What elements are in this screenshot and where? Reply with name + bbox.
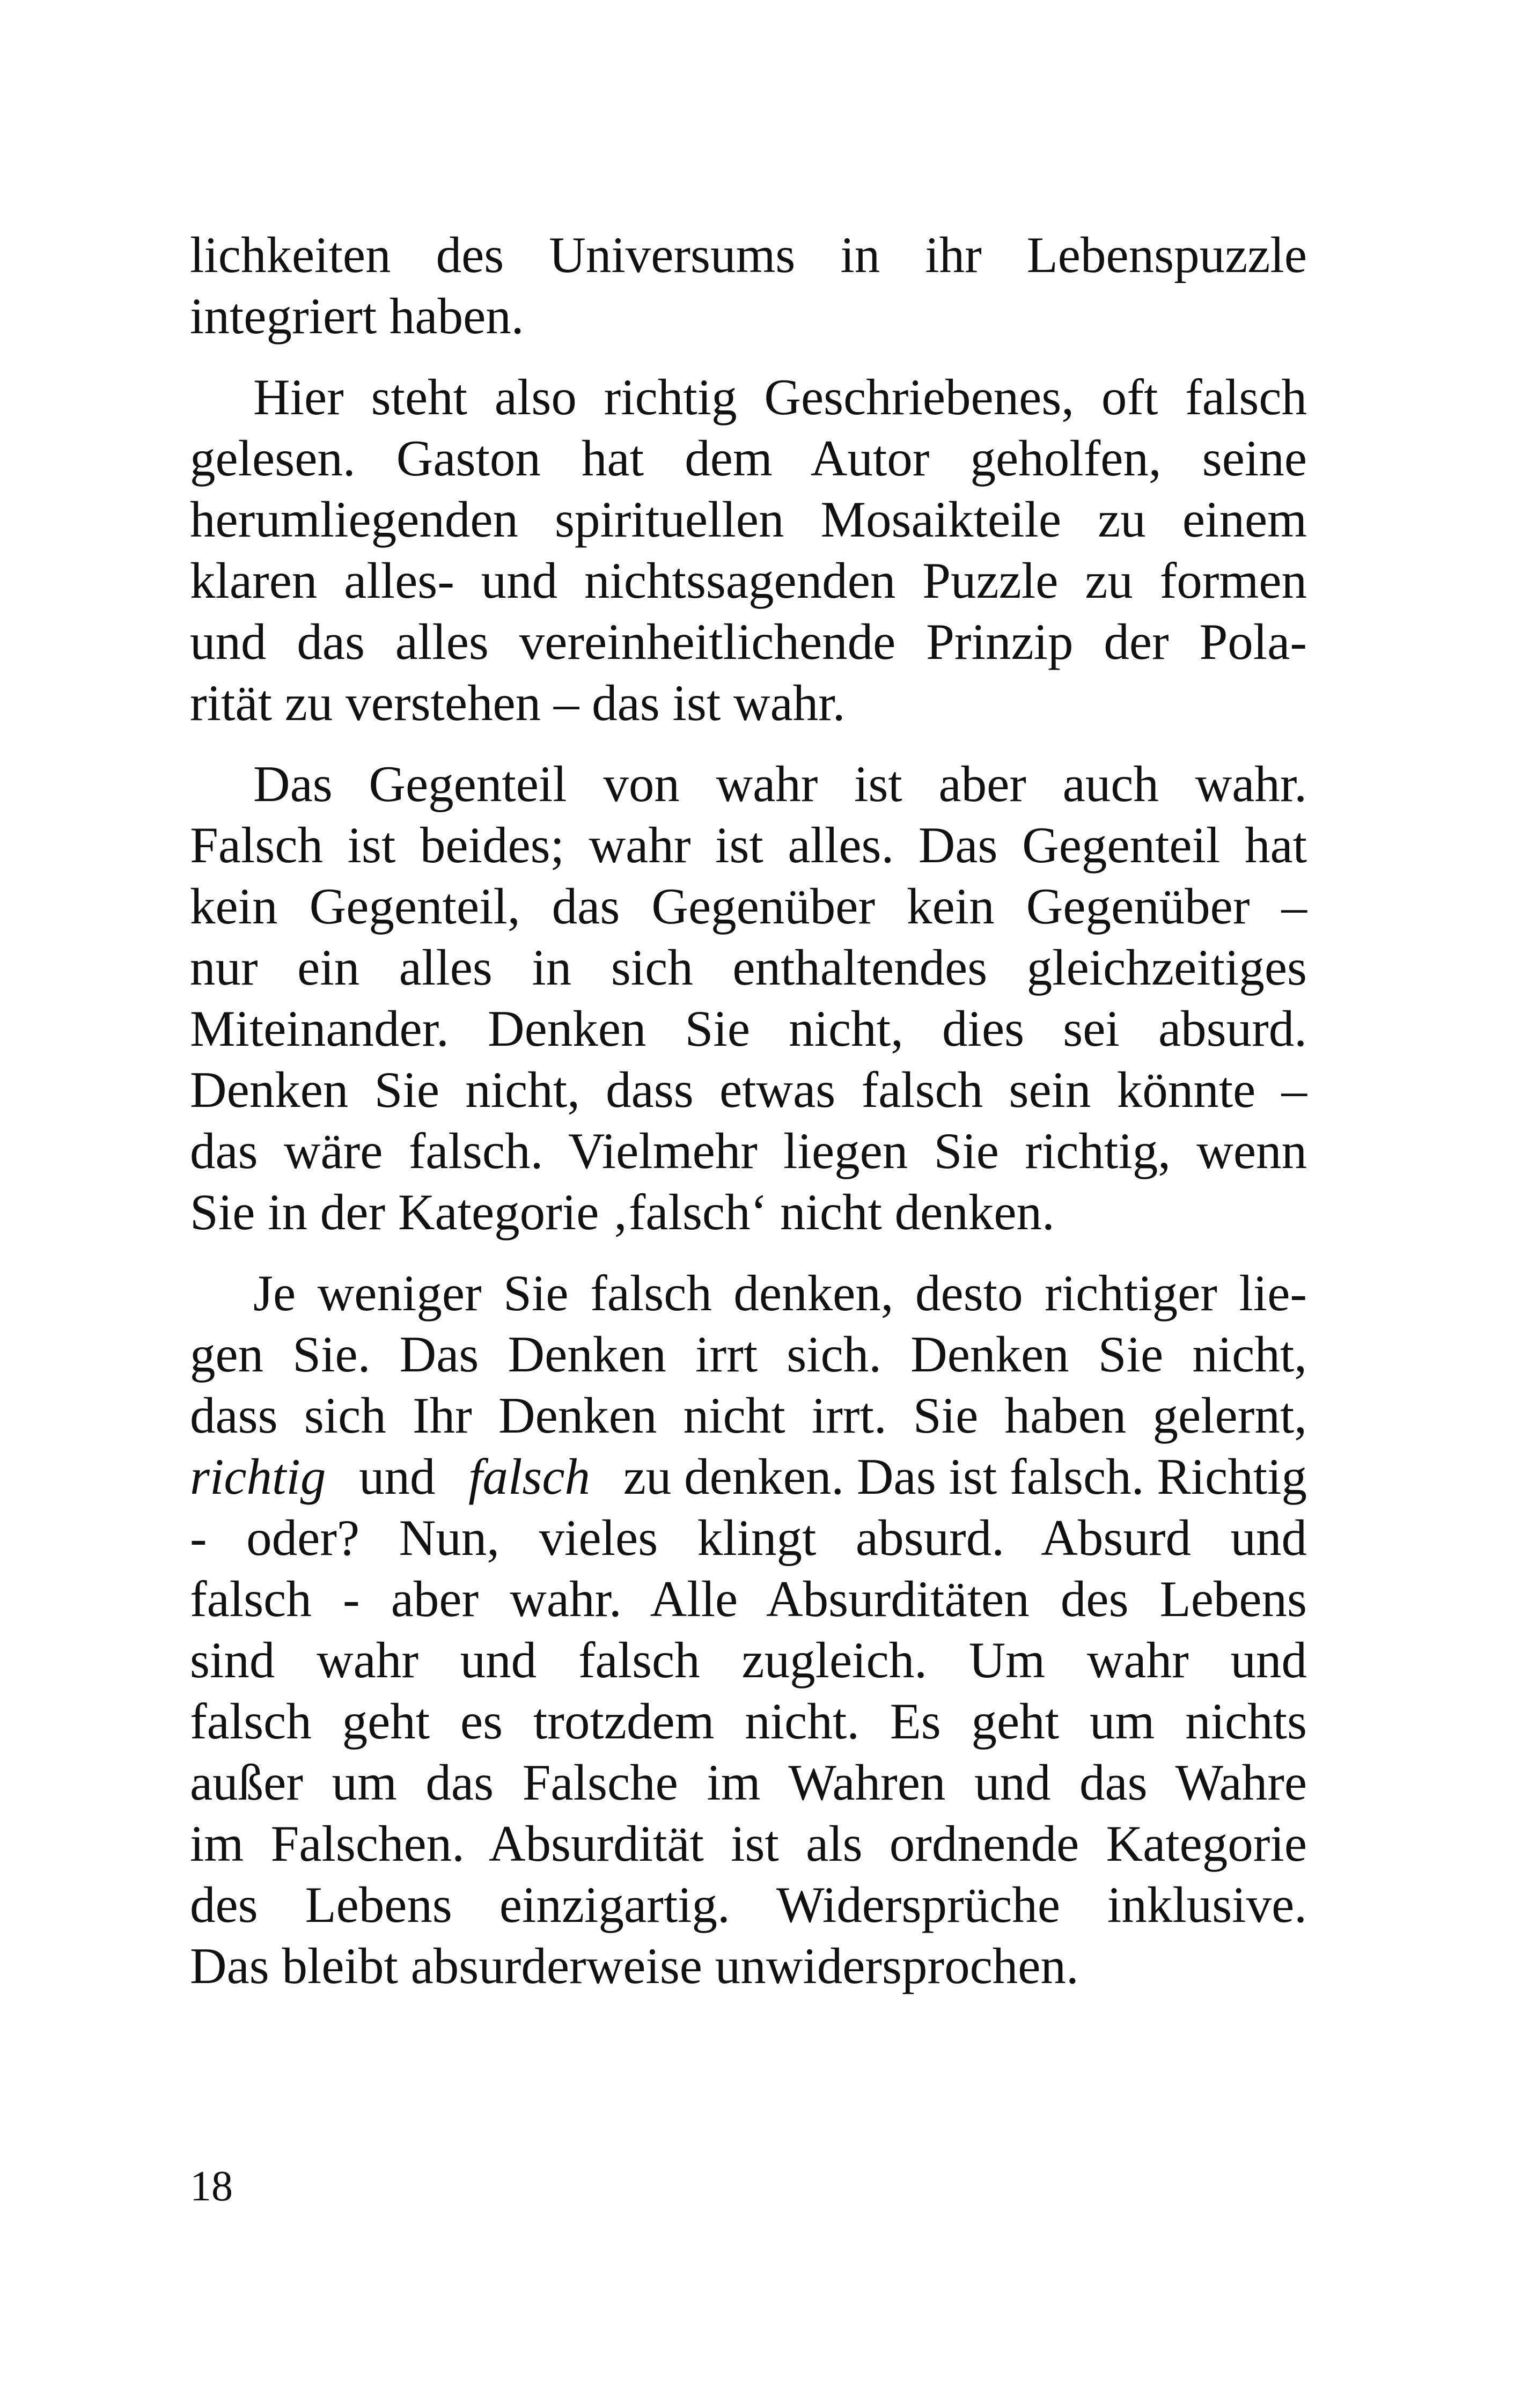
text-fragment: zu denken. Das ist falsch. Richtig [610,1448,1307,1505]
text-line: Falsch ist beides; wahr ist alles. Das Gegenteil hat [190,817,1307,873]
text-line: falsch - aber wahr. Alle Absurditäten des Lebens [190,1570,1307,1627]
text-line: lichkeiten des Universums in ihr Lebenspuzzle [190,226,1307,283]
text-line: gelesen. Gaston hat dem Autor geholfen, seine [190,430,1307,487]
text-line: Das Gegenteil von wahr ist aber auch wahr. [253,755,1307,812]
text-line: Denken Sie nicht, dass etwas falsch sein könnte – [190,1061,1307,1118]
text-line: Das bleibt absurderweise unwidersprochen. [190,1937,1079,1994]
text-line: rität zu verstehen – das ist wahr. [190,674,846,731]
text-line: des Lebens einzigartig. Widersprüche inklusive. [190,1876,1307,1933]
text-line: - oder? Nun, vieles klingt absurd. Absurd und [190,1509,1307,1566]
text-line: das wäre falsch. Vielmehr liegen Sie richtig, wenn [190,1122,1307,1179]
text-line: und das alles vereinheitlichende Prinzip der Pola- [190,613,1307,670]
text-line: nur ein alles in sich enthaltendes gleichzeitiges [190,939,1307,996]
text-line: kein Gegenteil, das Gegenüber kein Gegenüber – [190,878,1307,935]
text-line: Je weniger Sie falsch denken, desto richtiger lie- [253,1265,1307,1322]
paragraph [190,753,1307,1243]
text-line: Hier steht also richtig Geschriebenes, oft falsch [253,369,1307,425]
italic-word: richtig [190,1448,326,1505]
text-line: klaren alles- und nichtssagenden Puzzle zu formen [190,552,1307,609]
text-fragment: und [346,1448,449,1505]
text-line: gen Sie. Das Denken irrt sich. Denken Sie nicht, [190,1326,1307,1383]
page-number: 18 [190,2163,233,2210]
paragraph [190,1262,1307,1996]
text-line: im Falschen. Absurdität ist als ordnende Kategorie [190,1815,1307,1872]
text-line-mixed [190,1446,1307,1507]
text-line: integriert haben. [190,288,524,344]
text-line: dass sich Ihr Denken nicht irrt. Sie haben gelernt, [190,1387,1307,1444]
text-line: Sie in der Kategorie ‚falsch‘ nicht denken. [190,1184,1055,1240]
paragraph [190,366,1307,733]
text-line: herumliegenden spirituellen Mosaikteile zu einem [190,491,1307,548]
paragraph [190,224,1307,347]
text-line: außer um das Falsche im Wahren und das Wahre [190,1754,1307,1811]
body-text [190,224,1307,2016]
text-line: falsch geht es trotzdem nicht. Es geht um nichts [190,1693,1307,1750]
text-line: sind wahr und falsch zugleich. Um wahr und [190,1632,1307,1688]
text-line: Miteinander. Denken Sie nicht, dies sei absurd. [190,1000,1307,1057]
italic-word: falsch [468,1448,591,1505]
